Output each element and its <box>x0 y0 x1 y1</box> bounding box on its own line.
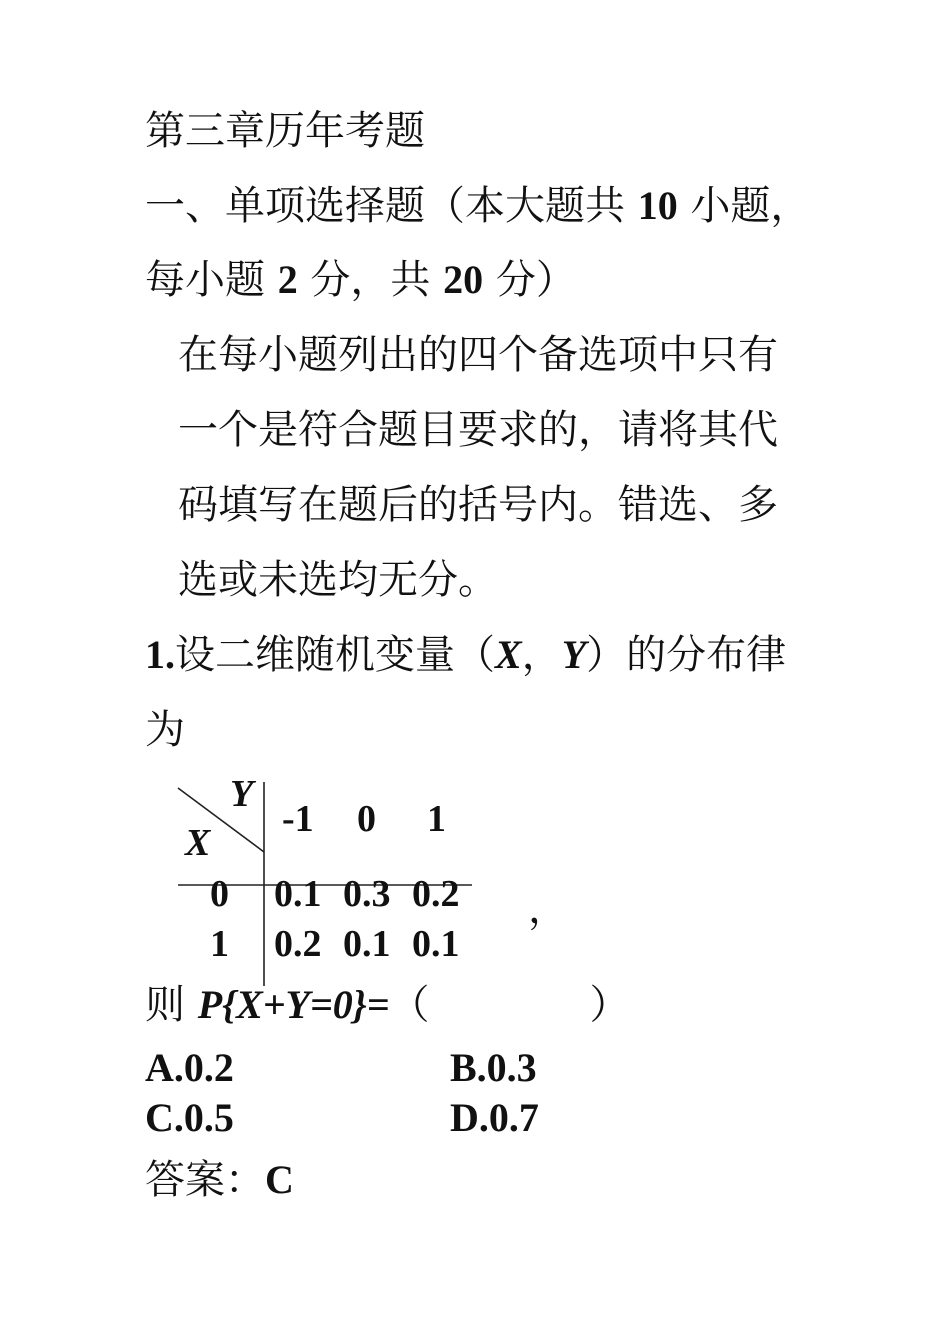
question-ask <box>145 981 630 1029</box>
section-heading-text: 每小题 <box>145 257 278 303</box>
variable-y: Y <box>561 632 587 677</box>
section-heading-text: 小题， <box>677 183 811 229</box>
table-cell: 0.1 <box>274 873 322 915</box>
table-cell: 0.1 <box>343 923 391 965</box>
table-row-header: 1 <box>210 923 229 965</box>
table-trailing-comma: ， <box>528 886 568 932</box>
question-count: 10 <box>637 183 678 228</box>
table-row-header: 0 <box>210 873 229 915</box>
answer-blank: （ ） <box>389 982 630 1028</box>
section-heading-text: 分） <box>483 257 576 303</box>
option-b: B.0.3 <box>450 1045 537 1090</box>
question-text: 设二维随机变量（ <box>175 632 495 678</box>
points-each: 2 <box>277 257 298 302</box>
question-stem-line2: 为 <box>145 707 185 753</box>
question-number: 1. <box>145 632 175 677</box>
table-cell: 0.3 <box>343 873 391 915</box>
instruction-line: 在每小题列出的四个备选项中只有 <box>178 332 778 378</box>
section-heading-text: 一、单项选择题（本大题共 <box>145 183 638 229</box>
table-cell: 0.2 <box>412 873 460 915</box>
option-a: A.0.2 <box>145 1045 234 1090</box>
answer-label: 答案： <box>145 1157 265 1203</box>
option-d: D.0.7 <box>450 1095 539 1140</box>
instruction-line: 一个是符合题目要求的，请将其代 <box>178 407 778 453</box>
page-title: 第三章历年考题 <box>145 108 425 154</box>
instruction-line: 选或未选均无分。 <box>178 557 498 603</box>
section-heading-text: 分，共 <box>297 257 444 303</box>
table-column-variable: Y <box>230 773 254 815</box>
answer-line <box>145 1156 294 1204</box>
points-total: 20 <box>443 257 484 302</box>
table-column-header: -1 <box>282 798 314 840</box>
question-text: ）的分布律 <box>586 632 787 678</box>
answer-value: C <box>265 1157 294 1202</box>
question-ask-prefix: 则 <box>145 982 198 1028</box>
variable-x: X <box>495 632 522 677</box>
table-column-header: 1 <box>427 798 446 840</box>
probability-expression: P{X+Y=0}= <box>197 982 390 1027</box>
table-row-variable: X <box>185 822 211 864</box>
option-c: C.0.5 <box>145 1095 234 1140</box>
table-column-header: 0 <box>357 798 376 840</box>
table-cell: 0.2 <box>274 923 322 965</box>
instruction-line: 码填写在题后的括号内。错选、多 <box>178 482 778 528</box>
question-text: ， <box>521 632 562 678</box>
table-cell: 0.1 <box>412 923 460 965</box>
